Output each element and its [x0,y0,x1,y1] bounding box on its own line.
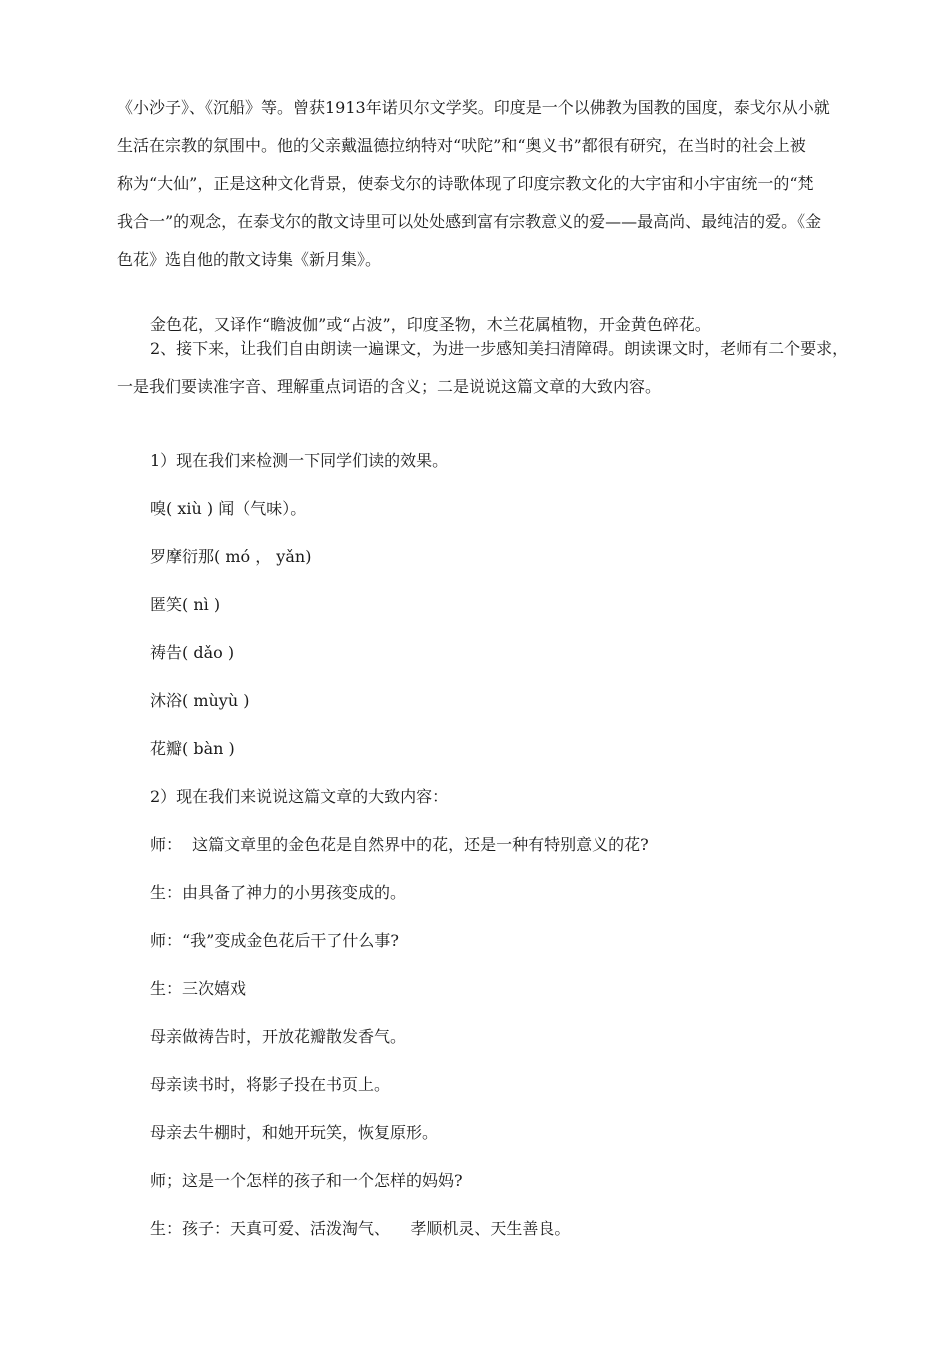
text-line: 我合一”的观念，在泰戈尔的散文诗里可以处处感到富有宗教意义的爱——最高尚、最纯洁的爱。《金 [117,212,822,231]
list-item: 师；这是一个怎样的孩子和一个怎样的妈妈? [150,1171,463,1190]
list-item: 生：孩子：天真可爱、活泼淘气、 孝顺机灵、天生善良。 [150,1219,571,1238]
list-item: 生：三次嬉戏 [150,979,247,998]
list-item: 沐浴( mùyù ) [150,691,250,710]
flower-note: 金色花，又译作“瞻波伽”或“占波”，印度圣物，木兰花属植物，开金黄色碎花。 [150,315,711,334]
list-item: 1）现在我们来检测一下同学们读的效果。 [150,451,449,470]
text-line: 色花》选自他的散文诗集《新月集》。 [117,250,382,269]
list-item: 生：由具备了神力的小男孩变成的。 [150,883,407,902]
text-line: 生活在宗教的氛围中。他的父亲戴温德拉纳特对“吠陀”和“奥义书”都很有研究，在当时的社会上被 [117,136,806,155]
list-item: 母亲读书时，将影子投在书页上。 [150,1075,391,1094]
text-line: 2、接下来，让我们自由朗读一遍课文，为进一步感知美扫清障碍。朗读课文时，老师有二个要求， [150,339,849,358]
list-item: 母亲去牛棚时，和她开玩笑，恢复原形。 [150,1123,439,1142]
list-item: 2）现在我们来说说这篇文章的大致内容： [150,787,449,806]
reading-task-paragraph [117,330,849,406]
list-item: 匿笑( nì ) [150,595,221,614]
list-item: 嗅( xiù ) 闻（气味）。 [150,499,307,518]
list-item: 师：“我”变成金色花后干了什么事? [150,931,399,950]
list-item: 花瓣( bàn ) [150,739,235,758]
list-item: 母亲做祷告时，开放花瓣散发香气。 [150,1027,407,1046]
list-item: 罗摩衍那( mó ， yǎn) [150,547,312,566]
text-line: 称为“大仙”，正是这种文化背景，使泰戈尔的诗歌体现了印度宗教文化的大宇宙和小宇宙统一的“梵 [117,174,814,193]
list-item: 祷告( dǎo ) [150,643,235,662]
list-item: 师： 这篇文章里的金色花是自然界中的花，还是一种有特别意义的花? [150,835,649,854]
intro-paragraph [117,89,841,279]
text-line: 《小沙子》、《沉船》等。曾获1913年诺贝尔文学奖。印度是一个以佛教为国教的国度，泰戈尔从小就 [117,98,830,117]
text-line: 一是我们要读准字音、理解重点词语的含义；二是说说这篇文章的大致内容。 [117,377,662,396]
